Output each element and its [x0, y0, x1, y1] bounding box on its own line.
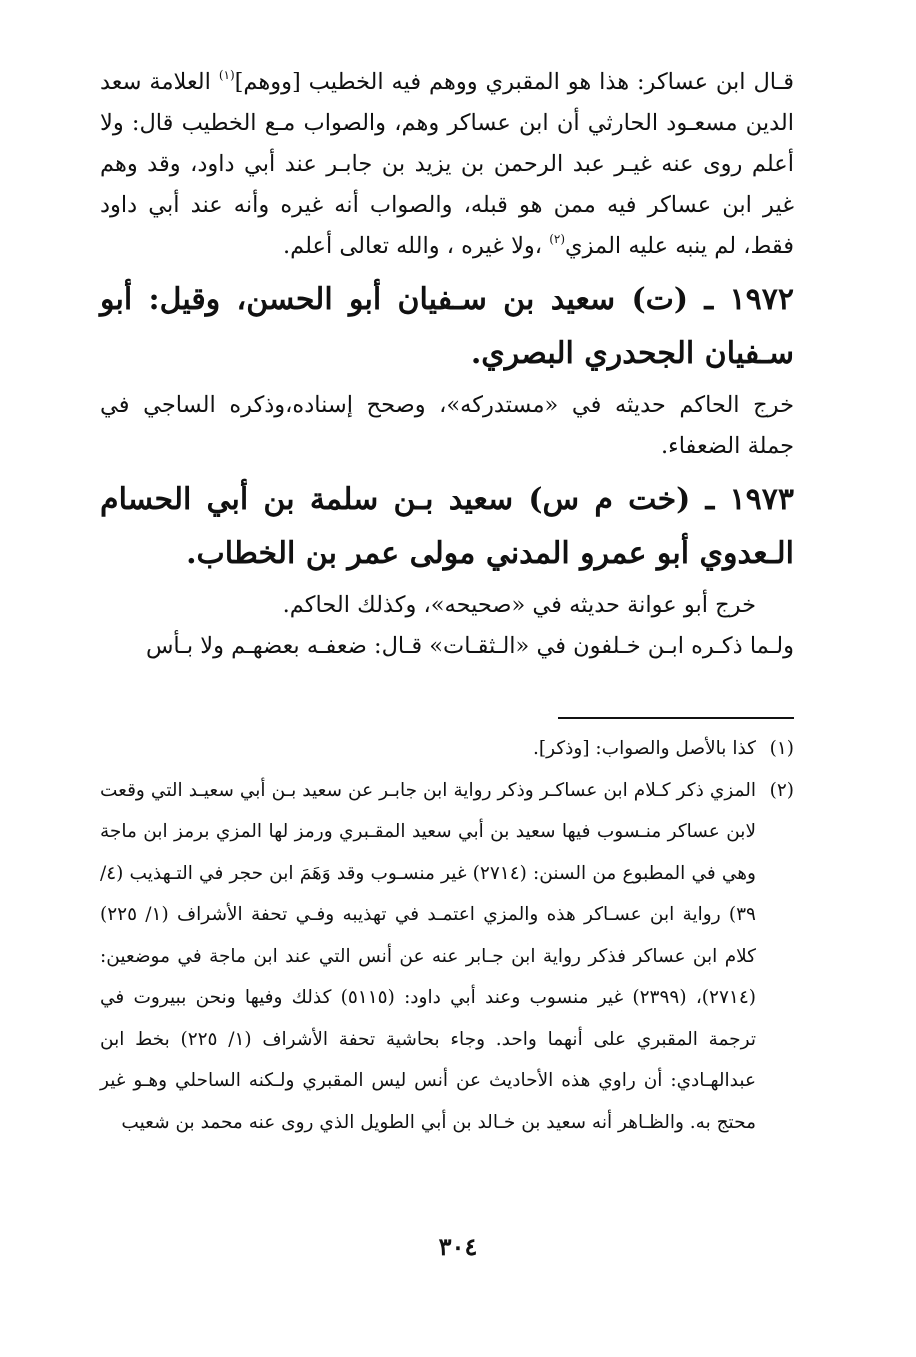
- footnote-1: [100, 728, 794, 770]
- footnote-number: (٢): [769, 779, 794, 801]
- footnote-ref-2: (٢): [549, 232, 566, 246]
- entry-text-1973-line-2: ولـما ذكـره ابـن خـلفون في «الـثقـات» قـال: ضعفـه بعضهـم ولا بـأس: [145, 633, 794, 659]
- footnote-ref-1: (١): [218, 68, 235, 82]
- paragraph-ibn-asakir: [100, 62, 794, 267]
- page-number: ٣٠٤: [438, 1232, 478, 1261]
- entry-heading-1972: ١٩٧٢ ـ (ت) سعيد بن سـفيان أبو الحسن، وقيل: أبو سـفيان الجحدري البصري.: [100, 282, 794, 371]
- footnote-text: كذا بالأصل والصواب: [وذكر].: [533, 738, 756, 759]
- entry-text-1973-line-1: خرج أبو عوانة حديثه في «صحيحه»، وكذلك الحاكم.: [282, 592, 756, 618]
- footnotes: [100, 728, 794, 1143]
- paragraph-text-a: قـال ابن عساكر: هذا هو المقبري ووهم فيه الخطيب [ووهم]: [234, 69, 795, 95]
- footnote-2: [100, 770, 794, 1144]
- footnote-number: (١): [769, 738, 794, 759]
- entry-heading-1973: ١٩٧٣ ـ (خت م س) سعيد بـن سلمة بن أبي الحسام الـعدوي أبو عمرو المدني مولى عمر بن الخطاب.: [100, 482, 794, 571]
- footnote-text: المزي ذكر كـلام ابن عساكـر وذكر رواية ابن جابـر عن سعيد بـن أبي سعيـد التي وقعت لابن عساكر منـسوب فيها سعيد بن أبي سعيد المقـبري ورمز لها المزي برمز ابن ماجة وهي في المطبوع من السنن: (٢٧١٤) غير منسـوب وقد وَهَمَ ابن حجر في التـهذيب (٤/ ٣٩) رواية ابن عسـاكر هذه والمزي اعتمـد في تهذيبه وفـي تحفة الأشراف (١/ ٢٢٥) كلام ابن عساكر فذكر رواية ابن جـابر عنه عن أنس التي عند ابن ماجة في موضعين:(٢٧١٤)، (٢٣٩٩) غير منسوب وعند أبي داود: (٥١١٥) كذلك وفيها ونحن ببيروت في ترجمة المقبري على أنهما واحد. وجاء بحاشية تحفة الأشراف (١/ ٢٢٥) بخط ابن عبدالهـادي: أن راوي هذه الأحاديث عن أنس ليس المقبري ولـكنه الساحلي وهـو غير محتج به. والظـاهر أنه سعيد بن خـالد بن أبي الطويل الذي روى عنه محمد بن شعيب: [100, 779, 756, 1133]
- entry-text-1972: خرج الحاكم حديثه في «مستدركه»، وصحح إسناده،وذكره الساجي في جملة الضعفاء.: [100, 392, 794, 459]
- footnote-separator: [558, 717, 794, 719]
- paragraph-text-c: ،ولا غيره ، والله تعالى أعلم.: [282, 233, 550, 259]
- page-body: [100, 62, 794, 667]
- paragraph-text-b: العلامة سعد الدين مسعـود الحارثي أن ابن عساكر وهم، والصواب مـع الخطيب قال: ولا أعلم روى عنه غيـر عبد الرحمن بن يزيد بن جابـر عند أبي داود، وقد وهم غير ابن عساكر فيه ممن هو قبله، والصواب أنه غيره وأنه عند أبي داود فقط، لم ينبه عليه المزي: [100, 69, 794, 259]
